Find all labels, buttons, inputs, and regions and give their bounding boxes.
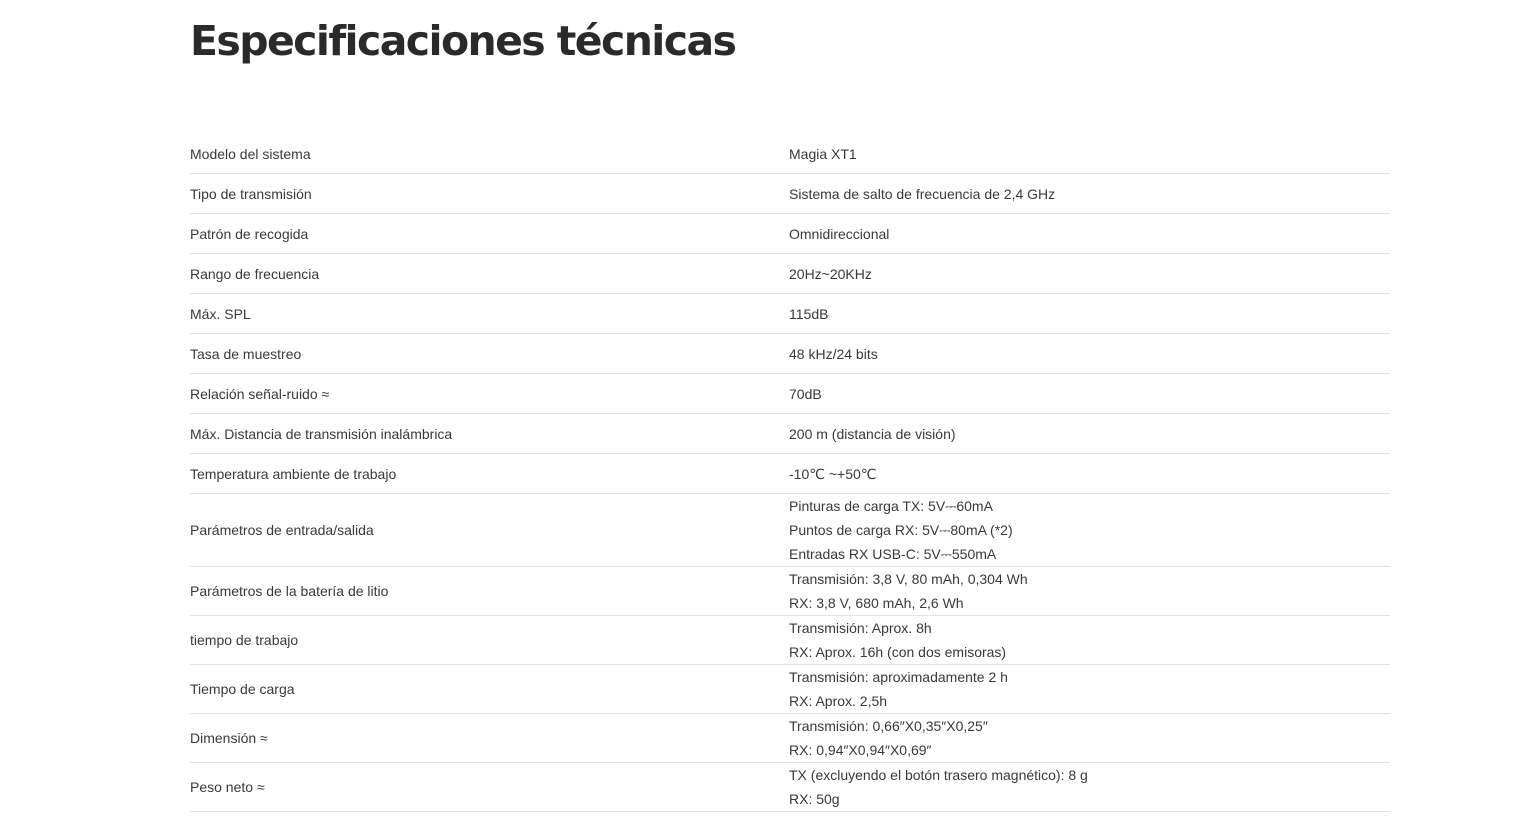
spec-values xyxy=(789,182,1390,206)
spec-value: Magia XT1 xyxy=(789,145,857,162)
spec-values xyxy=(789,382,1390,406)
spec-label: Parámetros de la batería de litio xyxy=(190,583,389,599)
spec-label: Relación señal-ruido ≈ xyxy=(190,385,330,402)
spec-value: RX: Aprox. 2,5h xyxy=(789,693,888,709)
spec-row xyxy=(190,494,1390,567)
spec-values xyxy=(789,142,1390,166)
spec-values xyxy=(789,714,1390,762)
spec-label: Rango de frecuencia xyxy=(190,265,320,282)
spec-value: 20Hz~20KHz xyxy=(789,265,872,282)
spec-row xyxy=(190,214,1390,254)
spec-values xyxy=(789,763,1390,811)
spec-values xyxy=(789,616,1390,664)
spec-label: Tiempo de carga xyxy=(190,681,295,697)
spec-label: Dimensión ≈ xyxy=(190,730,268,746)
spec-row xyxy=(190,174,1390,214)
spec-value: TX (excluyendo el botón trasero magnético): 8 g xyxy=(789,767,1088,783)
spec-value: Transmisión: Aprox. 8h xyxy=(789,620,932,636)
spec-label: Tipo de transmisión xyxy=(190,185,312,202)
spec-row xyxy=(190,454,1390,494)
spec-value: Transmisión: 0,66″X0,35″X0,25″ xyxy=(789,718,988,734)
spec-value: 115dB xyxy=(789,305,829,322)
spec-table xyxy=(190,134,1390,812)
spec-row xyxy=(190,567,1390,616)
spec-value: -10℃ ~+50℃ xyxy=(789,465,877,482)
spec-label: Máx. SPL xyxy=(190,305,251,322)
spec-label: Peso neto ≈ xyxy=(190,779,265,795)
spec-values xyxy=(789,462,1390,486)
spec-values xyxy=(789,262,1390,286)
spec-value: Sistema de salto de frecuencia de 2,4 GHz xyxy=(789,185,1056,202)
spec-label: Modelo del sistema xyxy=(190,145,311,162)
spec-value: RX: 3,8 V, 680 mAh, 2,6 Wh xyxy=(789,595,964,611)
spec-values xyxy=(789,302,1390,326)
spec-values xyxy=(789,222,1390,246)
spec-row xyxy=(190,334,1390,374)
spec-value: Transmisión: aproximadamente 2 h xyxy=(789,669,1008,685)
spec-label: Parámetros de entrada/salida xyxy=(190,522,374,538)
spec-values xyxy=(789,665,1390,713)
spec-row xyxy=(190,414,1390,454)
spec-value: 200 m (distancia de visión) xyxy=(789,425,956,442)
spec-value: Omnidireccional xyxy=(789,225,890,242)
spec-label: tiempo de trabajo xyxy=(190,632,299,648)
spec-row xyxy=(190,616,1390,665)
spec-value: Puntos de carga RX: 5V⎓80mA (*2) xyxy=(789,522,1013,538)
spec-values xyxy=(789,342,1390,366)
spec-value: 48 kHz/24 bits xyxy=(789,345,878,362)
spec-row xyxy=(190,294,1390,334)
spec-row xyxy=(190,714,1390,763)
spec-value: RX: 50g xyxy=(789,791,840,807)
spec-label: Temperatura ambiente de trabajo xyxy=(190,465,397,482)
spec-row xyxy=(190,134,1390,174)
spec-row xyxy=(190,254,1390,294)
spec-value: Entradas RX USB-C: 5V⎓550mA xyxy=(789,546,997,562)
spec-values xyxy=(789,422,1390,446)
spec-values xyxy=(789,494,1390,566)
spec-row xyxy=(190,374,1390,414)
page-title: Especificaciones técnicas xyxy=(190,17,736,65)
spec-value: Transmisión: 3,8 V, 80 mAh, 0,304 Wh xyxy=(789,571,1028,587)
spec-label: Tasa de muestreo xyxy=(190,345,302,362)
spec-row xyxy=(190,665,1390,714)
spec-value: 70dB xyxy=(789,385,822,402)
spec-value: RX: 0,94″X0,94″X0,69″ xyxy=(789,742,932,758)
spec-label: Máx. Distancia de transmisión inalámbrica xyxy=(190,425,453,442)
spec-row xyxy=(190,763,1390,812)
spec-values xyxy=(789,567,1390,615)
spec-value: RX: Aprox. 16h (con dos emisoras) xyxy=(789,644,1007,660)
spec-label: Patrón de recogida xyxy=(190,225,309,242)
spec-value: Pinturas de carga TX: 5V⎓60mA xyxy=(789,498,993,514)
